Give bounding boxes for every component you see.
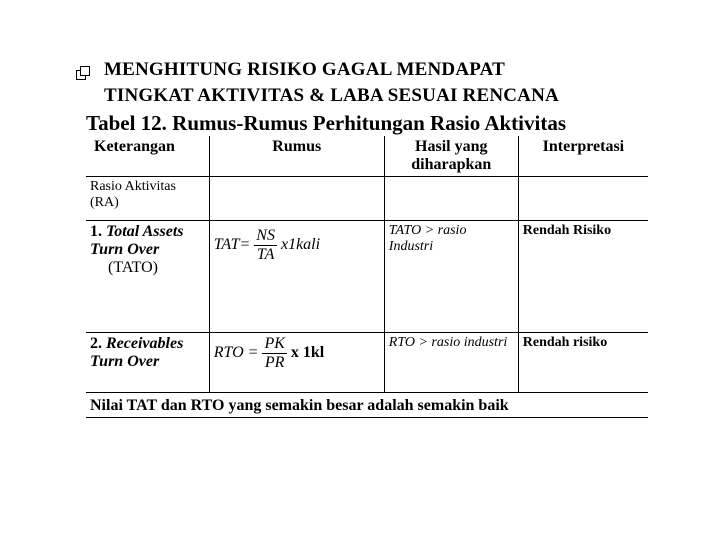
table-note: Nilai TAT dan RTO yang semakin besar adalah semakin baik <box>86 393 648 418</box>
fraction-tat: $\frac{NS}{TA}$ <box>256 227 275 263</box>
row-1-label: Total Assets Turn Over <box>90 223 184 258</box>
row-2-interpretasi: Rendah risiko <box>518 333 648 393</box>
table-header-row <box>86 136 648 177</box>
row-2-hasil: RTO > rasio industri <box>384 333 518 393</box>
table-row <box>86 333 648 393</box>
row-1-formula: TAT= $\frac{NS}{TA}$ x1kali <box>209 221 384 333</box>
header-hasil: Hasil yang diharapkan <box>384 136 518 177</box>
row-1-interpretasi: Rendah Risiko <box>518 221 648 333</box>
note-row <box>86 393 648 418</box>
header-keterangan: Keterangan <box>94 138 175 155</box>
row-1-keterangan: 1. Total Assets Turn Over (TATO) <box>86 221 209 333</box>
row-2-label: Receivables Turn Over <box>90 335 184 370</box>
row-1-hasil: TATO > rasio Industri <box>384 221 518 333</box>
header-interpretasi: Interpretasi <box>518 136 648 177</box>
section-label: Rasio Aktivitas (RA) <box>86 177 209 221</box>
row-2-keterangan: 2. Receivables Turn Over <box>86 333 209 393</box>
header-rumus: Rumus <box>209 136 384 177</box>
row-2-formula: RTO = $\frac{PK}{PR}$ x 1kl <box>209 333 384 393</box>
table-bullet-icon <box>76 66 90 80</box>
row-1-abbr: (TATO) <box>108 259 158 276</box>
ratio-table <box>86 136 648 418</box>
table-row <box>86 221 648 333</box>
table-title: Tabel 12. Rumus-Rumus Perhitungan Rasio Aktivitas <box>86 111 566 135</box>
heading-line-1: MENGHITUNG RISIKO GAGAL MENDAPAT <box>104 59 506 80</box>
heading-line-2: TINGKAT AKTIVITAS & LABA SESUAI RENCANA <box>104 85 559 106</box>
fraction-rto: $\frac{PK}{PR}$ <box>264 335 285 371</box>
section-row <box>86 177 648 221</box>
